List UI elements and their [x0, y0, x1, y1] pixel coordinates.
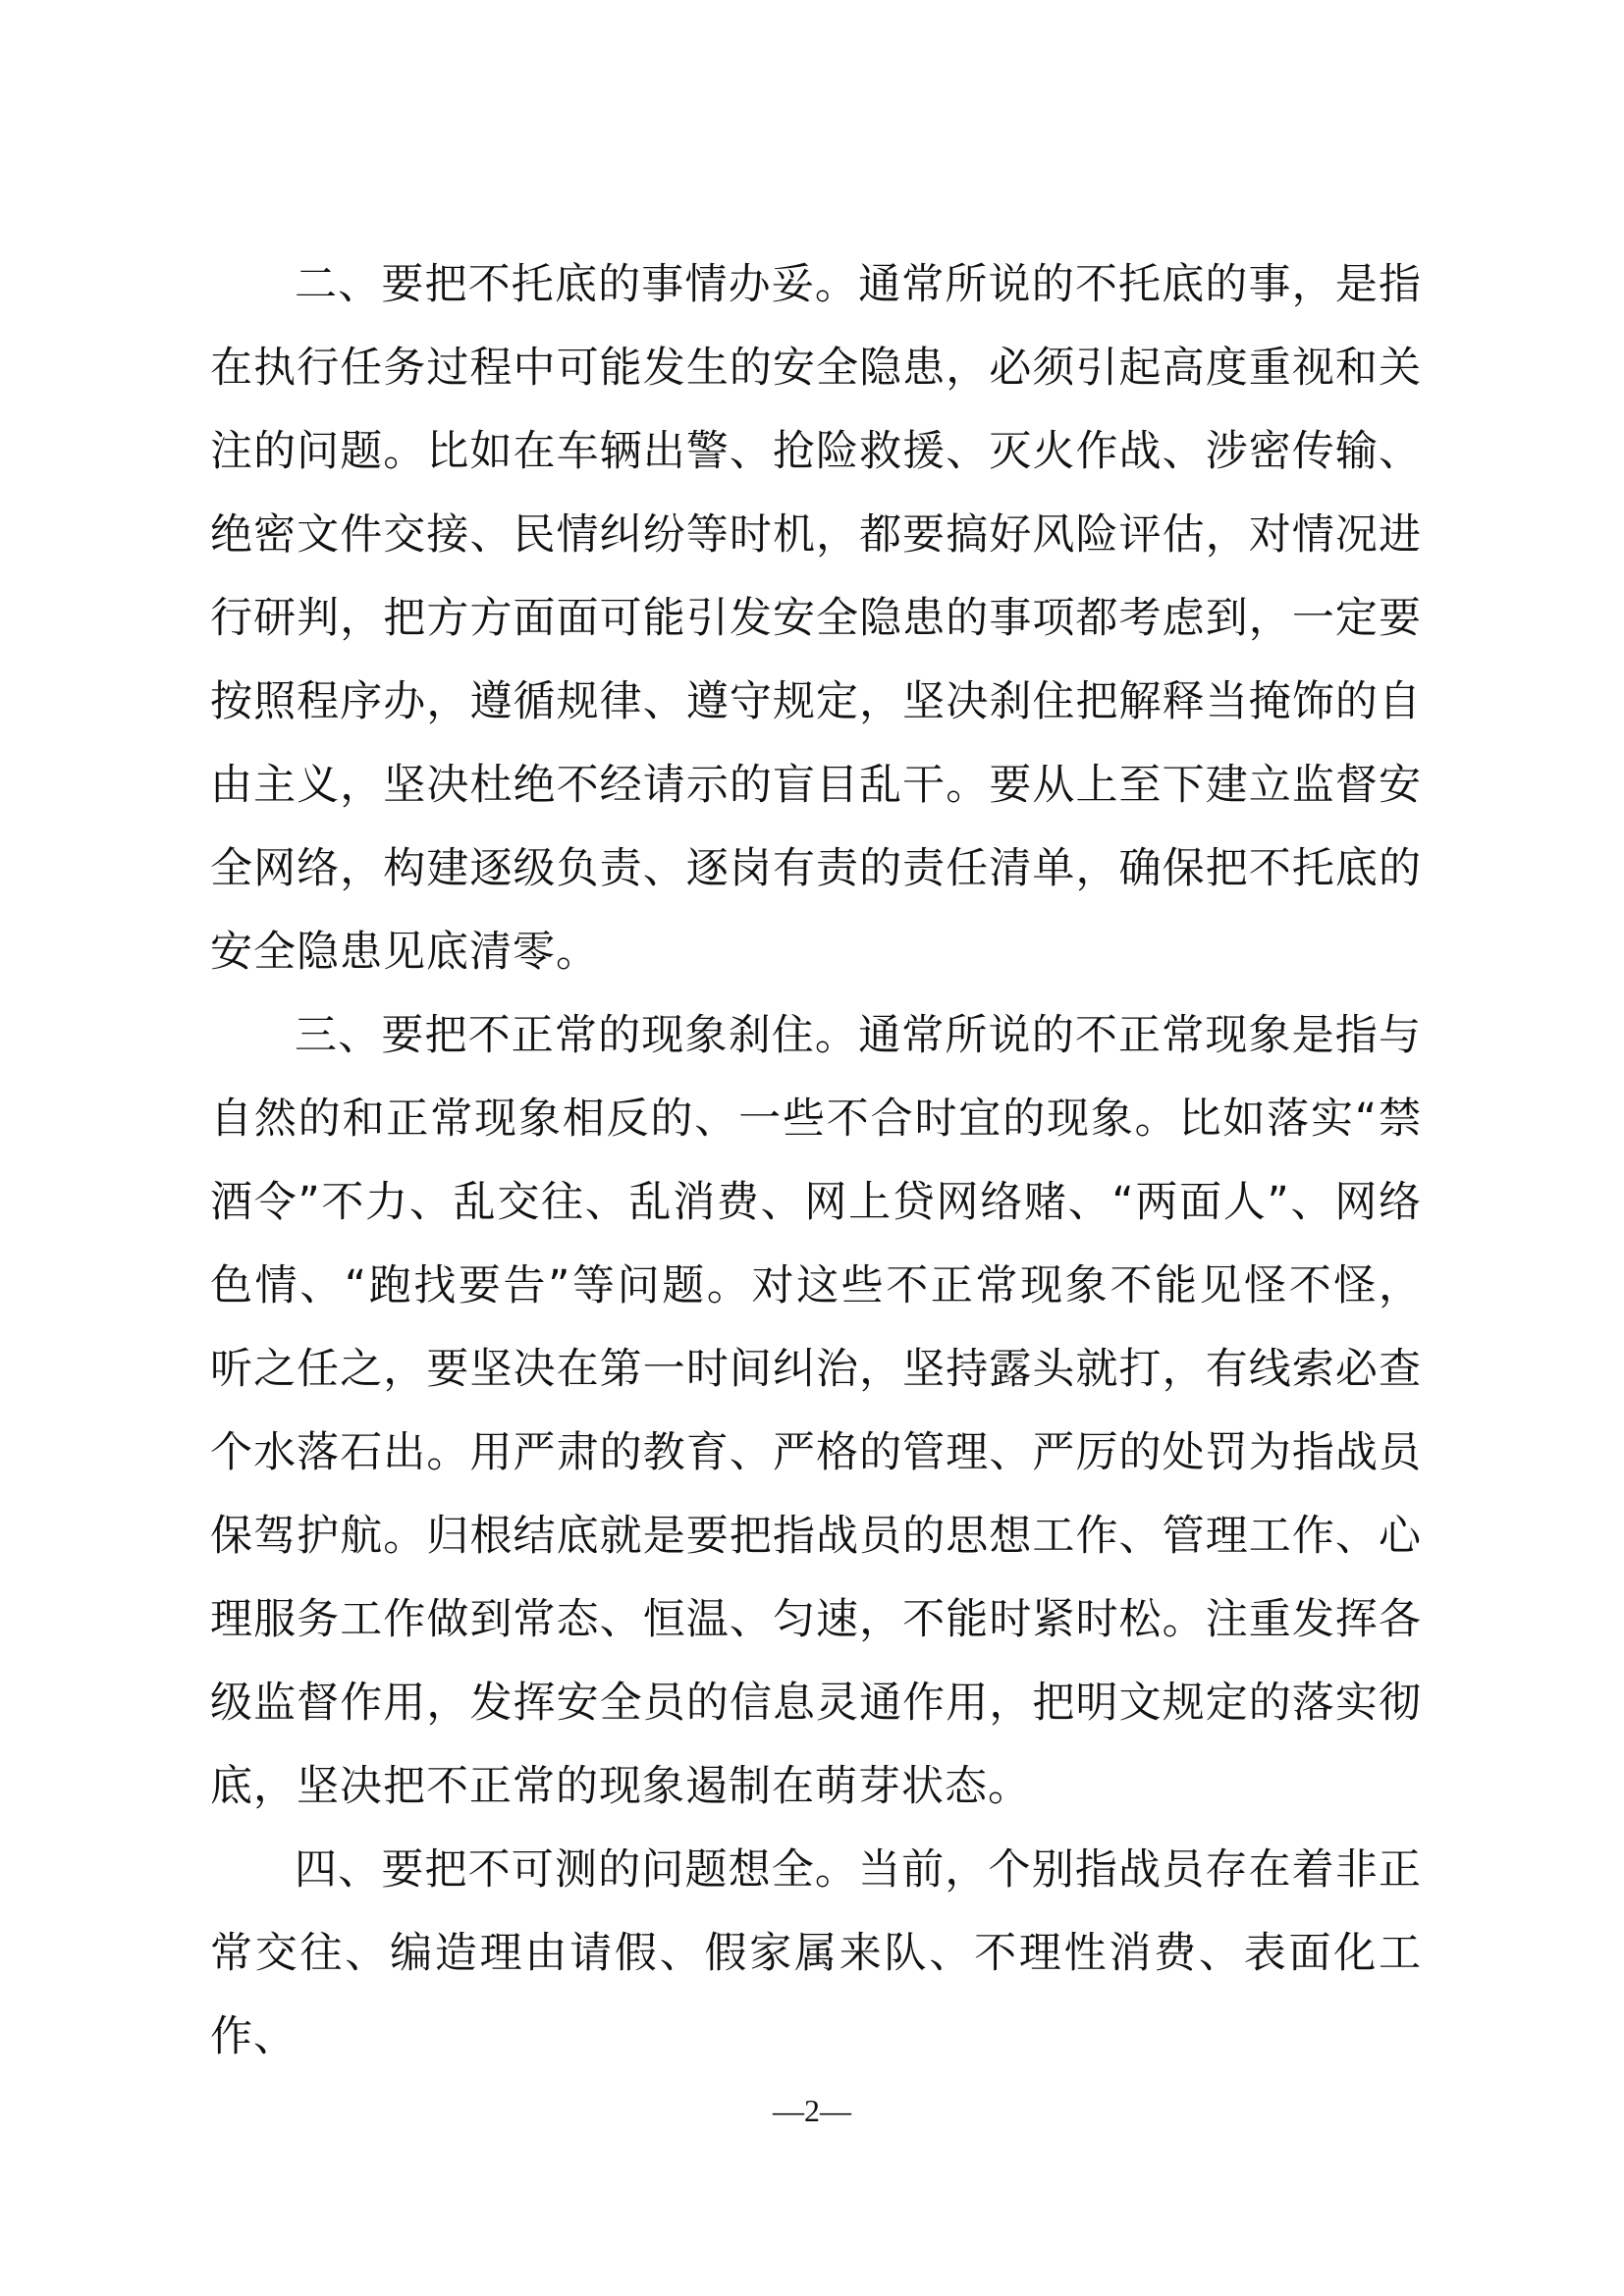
paragraph-section-two: 二、要把不托底的事情办妥。通常所说的不托底的事，是指在执行任务过程中可能发生的安全隐患，必须引起高度重视和关注的问题。比如在车辆出警、抢险救援、灭火作战、涉密传输、绝密文件交接、民情纠纷等时机，都要搞好风险评估，对情况进行研判，把方方面面可能引发安全隐患的事项都考虑到，一定要按照程序办，遵循规律、遵守规定，坚决刹住把解释当掩饰的自由主义，坚决杜绝不经请示的盲目乱干。要从上至下建立监督安全网络，构建逐级负责、逐岗有责的责任清单，确保把不托底的安全隐患见底清零。 [210, 260, 1422, 977]
page-number: —2— [773, 2093, 851, 2128]
paragraph-section-four: 四、要把不可测的问题想全。当前，个别指战员存在着非正常交往、编造理由请假、假家属来队、不理性消费、表面化工作、 [210, 1845, 1422, 2061]
document-body [210, 243, 1422, 2079]
paragraph-section-three: 三、要把不正常的现象刹住。通常所说的不正常现象是指与自然的和正常现象相反的、一些不合时宜的现象。比如落实“禁酒令”不力、乱交往、乱消费、网上贷网络赌、“两面人”、网络色情、“跑找要告”等问题。对这些不正常现象不能见怪不怪，听之任之，要坚决在第一时间纠治，坚持露头就打，有线索必查个水落石出。用严肃的教育、严格的管理、严厉的处罚为指战员保驾护航。归根结底就是要把指战员的思想工作、管理工作、心理服务工作做到常态、恒温、匀速，不能时紧时松。注重发挥各级监督作用，发挥安全员的信息灵通作用，把明文规定的落实彻底，坚决把不正常的现象遏制在萌芽状态。 [210, 1011, 1422, 1811]
